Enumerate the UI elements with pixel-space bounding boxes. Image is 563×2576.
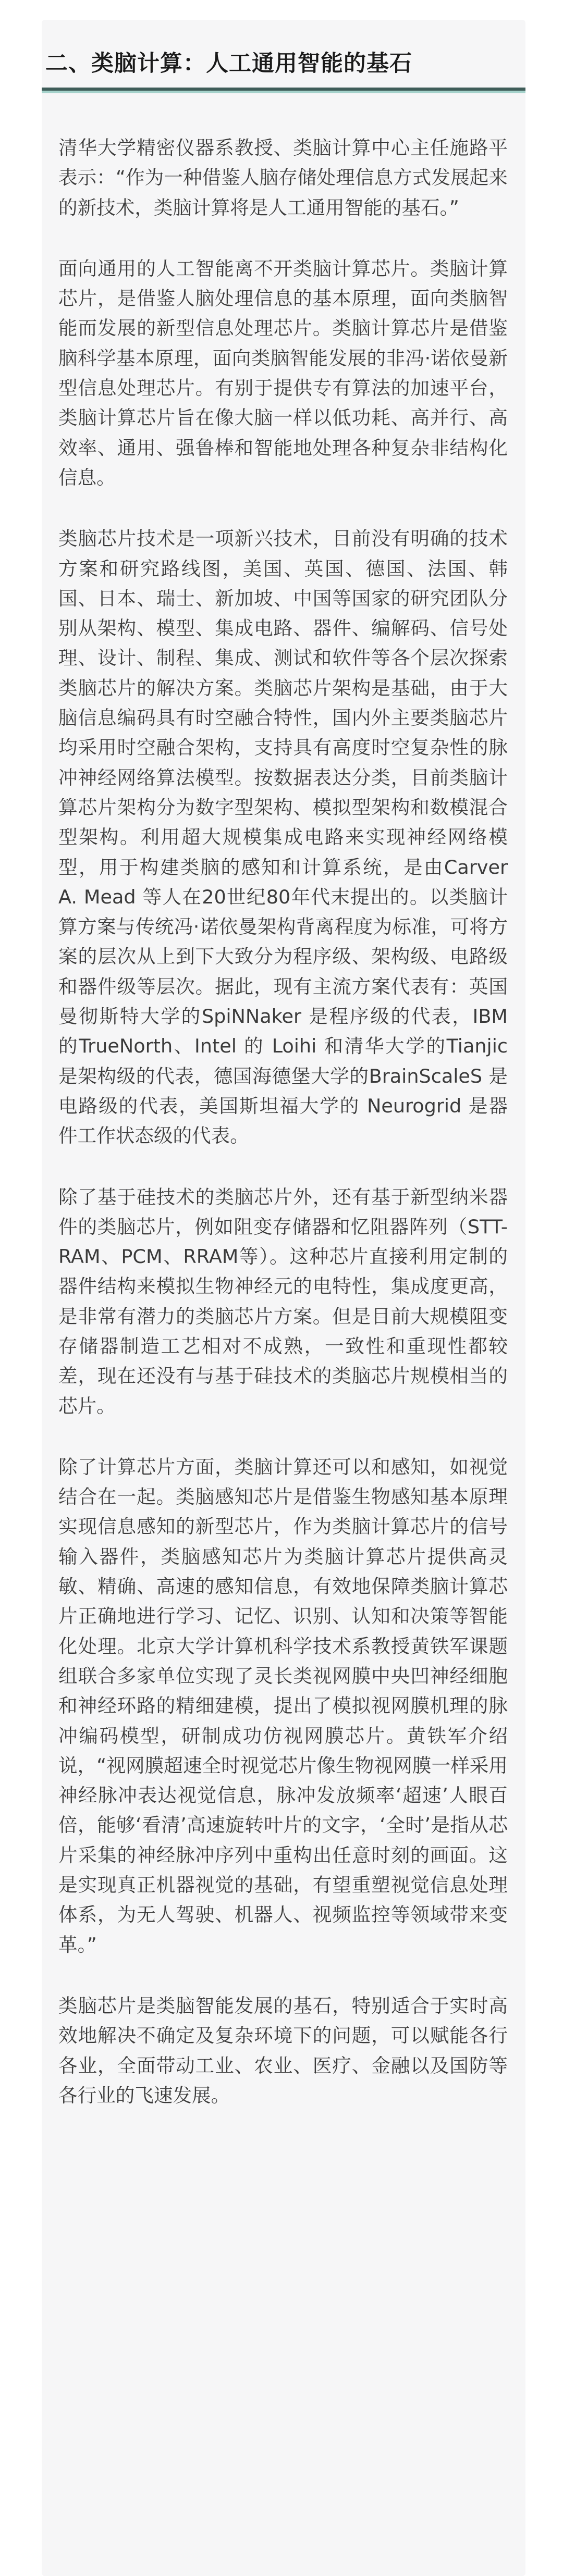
paragraph: 面向通用的人工智能离不开类脑计算芯片。类脑计算芯片，是借鉴人脑处理信息的基本原理，面向类脑智能而发展的新型信息处理芯片。类脑计算芯片是借鉴脑科学基本原理，面向类脑智能发展的非冯·诺依曼新型信息处理芯片。有别于提供专有算法的加速平台，类脑计算芯片旨在像大脑一样以低功耗、高并行、高效率、通用、强鲁棒和智能地处理各种复杂非结构化信息。	[58, 257, 508, 489]
article-body	[58, 133, 508, 2141]
paragraph: 除了基于硅技术的类脑芯片外，还有基于新型纳米器件的类脑芯片，例如阻变存储器和忆阻器阵列（STT-RAM、PCM、RRAM等）。这种芯片直接利用定制的器件结构来模拟生物神经元的电特性，集成度更高，是非常有潜力的类脑芯片方案。但是目前大规模阻变存储器制造工艺相对不成熟，一致性和重现性都较差，现在还没有与基于硅技术的类脑芯片规模相当的芯片。	[58, 1185, 508, 1417]
paragraph: 除了计算芯片方面，类脑计算还可以和感知，如视觉结合在一起。类脑感知芯片是借鉴生物感知基本原理实现信息感知的新型芯片，作为类脑计算芯片的信号输入器件，类脑感知芯片为类脑计算芯片提供高灵敏、精确、高速的感知信息，有效地保障类脑计算芯片正确地进行学习、记忆、识别、认知和决策等智能化处理。北京大学计算机科学技术系教授黄铁军课题组联合多家单位实现了灵长类视网膜中央凹神经细胞和神经环路的精细建模，提出了模拟视网膜机理的脉冲编码模型，研制成功仿视网膜芯片。黄铁军介绍说，“视网膜超速全时视觉芯片像生物视网膜一样采用神经脉冲表达视觉信息，脉冲发放频率‘超速’人眼百倍，能够‘看清’高速旋转叶片的文字，‘全时’是指从芯片采集的神经脉冲序列中重构出任意时刻的画面。这是实现真正机器视觉的基础，有望重塑视觉信息处理体系，为无人驾驶、机器人、视频监控等领域带来变革。”	[58, 1455, 508, 1956]
paragraph: 类脑芯片是类脑智能发展的基石，特别适合于实时高效地解决不确定及复杂环境下的问题，可以赋能各行各业，全面带动工业、农业、医疗、金融以及国防等各行业的飞速发展。	[58, 1994, 508, 2107]
title-underline-light	[42, 91, 525, 93]
paragraph: 类脑芯片技术是一项新兴技术，目前没有明确的技术方案和研究路线图，美国、英国、德国、法国、韩国、日本、瑞士、新加坡、中国等国家的研究团队分别从架构、模型、集成电路、器件、编解码、信号处理、设计、制程、集成、测试和软件等各个层次探索类脑芯片的解决方案。类脑芯片架构是基础，由于大脑信息编码具有时空融合特性，国内外主要类脑芯片均采用时空融合架构，支持具有高度时空复杂性的脉冲神经网络算法模型。按数据表达分类，目前类脑计算芯片架构分为数字型架构、模拟型架构和数模混合型架构。利用超大规模集成电路来实现神经网络模型，用于构建类脑的感知和计算系统，是由Carver A. Mead 等人在20世纪80年代末提出的。以类脑计算方案与传统冯·诺依曼架构背离程度为标准，可将方案的层次从上到下大致分为程序级、架构级、电路级和器件级等层次。据此，现有主流方案代表有：英国曼彻斯特大学的SpiNNaker 是程序级的代表，IBM 的TrueNorth、Intel 的 Loihi 和清华大学的Tianjic 是架构级的代表，德国海德堡大学的BrainScaleS 是电路级的代表，美国斯坦福大学的 Neurogrid 是器件工作状态级的代表。	[58, 527, 508, 1147]
paragraph: 清华大学精密仪器系教授、类脑计算中心主任施路平表示：“作为一种借鉴人脑存储处理信息方式发展起来的新技术，类脑计算将是人工通用智能的基石。”	[58, 137, 508, 219]
section-title: 二、类脑计算：人工通用智能的基石	[45, 51, 412, 77]
